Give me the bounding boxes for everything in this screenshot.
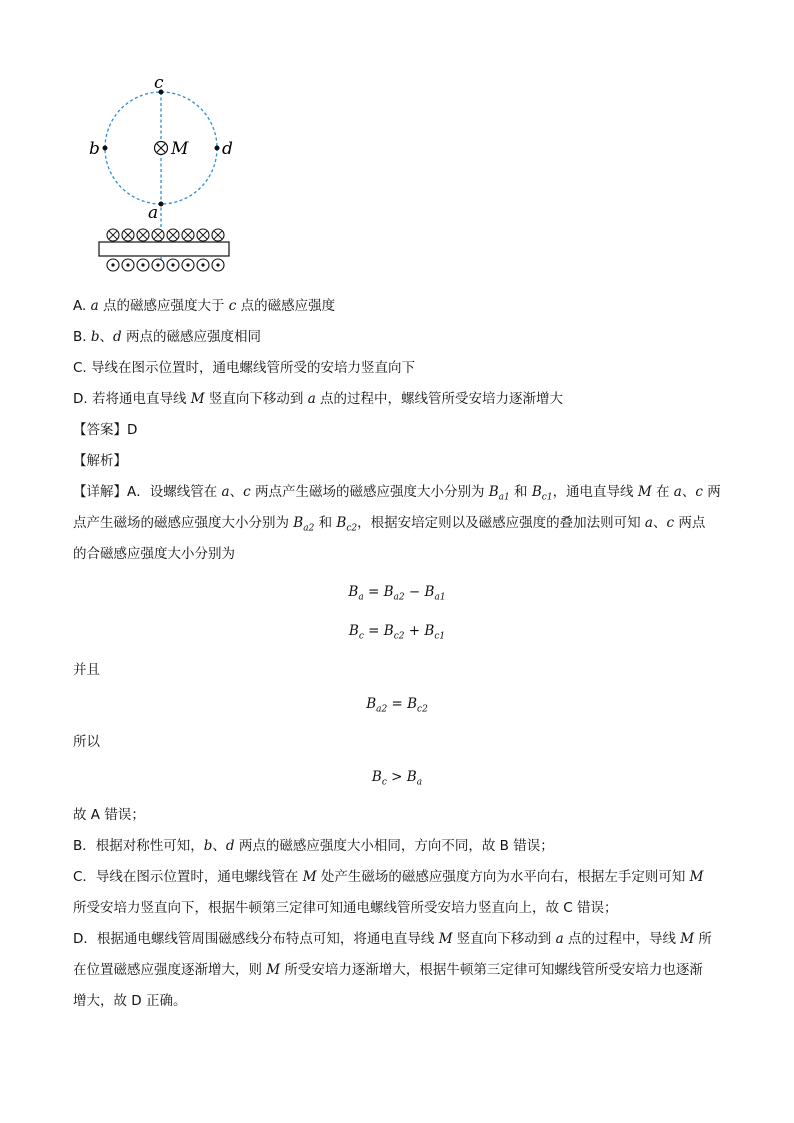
answer: 【答案】D (73, 422, 138, 438)
label-M: M (171, 139, 189, 159)
option-d: D. 若将通电直导线 M 竖直向下移动到 a 点的过程中，螺线管所受安培力逐渐增大 (73, 391, 564, 407)
option-a: A. a 点的磁感应强度大于 c 点的磁感应强度 (73, 298, 336, 314)
detail-d-line-3: 增大，故 D 正确。 (73, 993, 187, 1009)
detail-c-line-1: C．导线在图示位置时，通电螺线管在 M 处产生磁场的磁感应强度方向为水平向右，根据左手定则可知 M (73, 869, 704, 885)
wire-M-into-page (155, 142, 168, 155)
detail-d-line-2: 在位置磁感应强度逐渐增大，则 M 所受安培力逐渐增大，根据牛顿第三定律可知螺线管所受安培力也逐渐 (73, 962, 703, 978)
point-b (103, 146, 108, 151)
equation-2: $B_c = B_{c2} + B_{c1}$ (348, 623, 446, 642)
detail-line-2: 点产生磁场的磁感应强度大小分别为 $B_{a2}$ 和 $B_{c2}$，根据安培定则以及磁感应强度的叠加法则可知 a、c 两点 (73, 515, 706, 534)
a-wrong-text: 故 A 错误； (73, 807, 145, 823)
detail-c-line-2: 所受安培力竖直向下，根据牛顿第三定律可知通电螺线管所受安培力竖直向上，故 C 错误； (73, 900, 618, 916)
magnetic-field-diagram (85, 72, 250, 282)
option-b: B. b、d 两点的磁感应强度相同 (73, 329, 261, 345)
label-a: a (148, 203, 159, 223)
point-d (215, 146, 220, 151)
detail-b: B．根据对称性可知，b、d 两点的磁感应强度大小相同，方向不同，故 B 错误； (73, 838, 554, 854)
label-c: c (154, 73, 164, 93)
option-c: C. 导线在图示位置时，通电螺线管所受的安培力竖直向下 (73, 360, 416, 376)
detail-d-line-1: D．根据通电螺线管周围磁感线分布特点可知，将通电直导线 M 竖直向下移动到 a 点的过程中，导线 M 所 (73, 931, 712, 947)
label-d: d (222, 139, 233, 159)
solenoid-core (99, 242, 229, 256)
point-a (159, 202, 164, 207)
detail-line-1: 【详解】A．设螺线管在 a、c 两点产生磁场的磁感应强度大小分别为 $B_{a1}$ 和 $B_{c1}$，通电直导线 M 在 a、c 两 (73, 484, 721, 503)
label-b: b (89, 139, 100, 159)
analysis-label: 【解析】 (73, 453, 127, 469)
so-text: 所以 (73, 734, 100, 750)
equation-4: $B_c > B_a$ (371, 769, 423, 788)
equation-1: $B_a = B_{a2} - B_{a1}$ (348, 584, 446, 603)
solenoid (99, 229, 229, 271)
detail-line-3: 的合磁感应强度大小分别为 (73, 546, 235, 562)
equation-3: $B_{a2} = B_{c2}$ (366, 696, 428, 715)
and-text: 并且 (73, 662, 100, 678)
